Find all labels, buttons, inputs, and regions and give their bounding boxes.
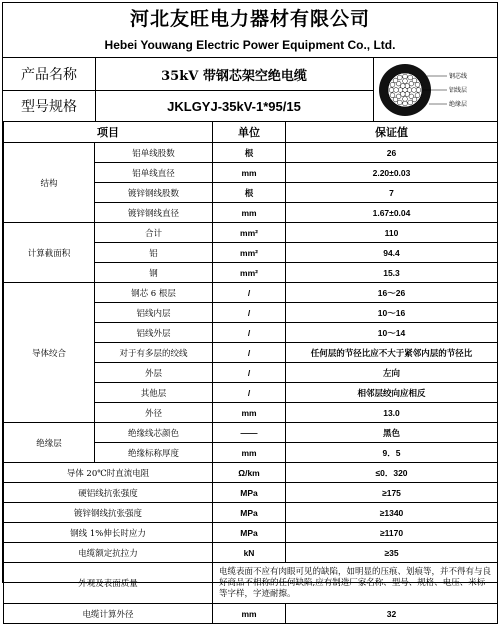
row-unit: mm (213, 403, 286, 423)
diagram-label: 钢芯线 (449, 73, 468, 80)
row-item: 导体 20℃时直流电阻 (4, 463, 213, 483)
divider (95, 58, 96, 121)
table-row (4, 143, 498, 163)
row-unit: MPa (213, 523, 286, 543)
row-value: 9．5 (286, 443, 498, 463)
table-row (4, 543, 498, 563)
row-item: 绝缘标称厚度 (95, 443, 213, 463)
row-value: 26 (286, 143, 498, 163)
table-row (4, 503, 498, 523)
diagram-label: 铝线层 (449, 87, 468, 94)
row-value: 左向 (286, 363, 498, 383)
row-unit: kN (213, 543, 286, 563)
row-unit: mm (213, 203, 286, 223)
row-value: 110 (286, 223, 498, 243)
row-group: 绝缘层 (4, 423, 95, 463)
row-unit: / (213, 323, 286, 343)
row-item: 镀锌钢线股数 (95, 183, 213, 203)
row-unit: mm (213, 604, 286, 624)
table-row (4, 283, 498, 303)
row-item: 电缆计算外径 (4, 604, 213, 624)
row-value: 黑色 (286, 423, 498, 443)
row-item: 铝单线股数 (95, 143, 213, 163)
header-unit: 单位 (213, 122, 286, 143)
row-item: 绝缘线芯颜色 (95, 423, 213, 443)
model-label: 型号规格 (21, 99, 77, 115)
row-value: 32 (286, 604, 498, 624)
model-value: JKLGYJ-35kV-1*95/15 (167, 98, 301, 114)
row-group: 导体绞合 (4, 283, 95, 423)
row-unit: mm (213, 163, 286, 183)
company-name-en: Hebei Youwang Electric Power Equipment Co., Ltd. (104, 38, 396, 52)
row-item: 其他层 (95, 383, 213, 403)
table-row (4, 523, 498, 543)
row-item: 硬铝线抗张强度 (4, 483, 213, 503)
header-value: 保证值 (286, 122, 498, 143)
row-value: 任何层的节径比应不大于紧邻内层的节径比 (286, 343, 498, 363)
row-unit: 根 (213, 143, 286, 163)
row-value: 1.67±0.04 (286, 203, 498, 223)
row-value: 相邻层绞向应相反 (286, 383, 498, 403)
row-unit: / (213, 283, 286, 303)
row-value: 94.4 (286, 243, 498, 263)
row-unit: mm² (213, 243, 286, 263)
header-item: 项目 (4, 122, 213, 143)
row-value: ≥1340 (286, 503, 498, 523)
table-row (4, 483, 498, 503)
row-value: ≥35 (286, 543, 498, 563)
row-unit: mm (213, 443, 286, 463)
row-value: 13.0 (286, 403, 498, 423)
row-value: 10～16 (286, 303, 498, 323)
row-unit: / (213, 363, 286, 383)
row-item: 钢 (95, 263, 213, 283)
row-unit: 根 (213, 183, 286, 203)
row-value: 7 (286, 183, 498, 203)
row-item: 镀锌钢线直径 (95, 203, 213, 223)
table-row (4, 563, 498, 604)
table-row (4, 604, 498, 624)
row-item: 钢芯 6 根层 (95, 283, 213, 303)
row-unit: MPa (213, 503, 286, 523)
row-value: ≥175 (286, 483, 498, 503)
row-value: ≤0．320 (286, 463, 498, 483)
table-row (4, 223, 498, 243)
row-value: 16～26 (286, 283, 498, 303)
row-value: ≥1170 (286, 523, 498, 543)
row-value: 15.3 (286, 263, 498, 283)
row-value: 2.20±0.03 (286, 163, 498, 183)
row-unit: / (213, 343, 286, 363)
table-row (4, 423, 498, 443)
divider (373, 58, 374, 121)
product-label: 产品名称 (21, 67, 77, 83)
row-item: 外径 (95, 403, 213, 423)
row-item: 铝 (95, 243, 213, 263)
row-unit: MPa (213, 483, 286, 503)
row-unit: / (213, 303, 286, 323)
row-item: 合计 (95, 223, 213, 243)
row-item: 镀锌钢线抗张强度 (4, 503, 213, 523)
row-item: 电缆额定抗拉力 (4, 543, 213, 563)
cable-cross-section-diagram (375, 60, 495, 120)
row-item: 铝单线直径 (95, 163, 213, 183)
row-item: 外层 (95, 363, 213, 383)
row-unit: mm² (213, 223, 286, 243)
row-unit: / (213, 383, 286, 403)
company-name-cn: 河北友旺电力器材有限公司 (129, 8, 370, 30)
row-unit: —— (213, 423, 286, 443)
row-item: 钢线 1%伸长时应力 (4, 523, 213, 543)
diagram-label: 绝缘层 (449, 101, 468, 108)
row-group: 结构 (4, 143, 95, 223)
row-value: 10～14 (286, 323, 498, 343)
spec-sheet (2, 2, 498, 620)
row-item: 对于有多层的绞线 (95, 343, 213, 363)
row-group: 计算截面积 (4, 223, 95, 283)
row-item: 铝线外层 (95, 323, 213, 343)
row-value: 电缆表面不应有肉眼可见的缺陷，如明显的压痕、划痕等，并不得有与良好商品不相称的任何缺陷,应有制造厂家名称、型号、规格、电压、米标等字样，字迹耐擦。 (213, 563, 498, 604)
row-item: 铝线内层 (95, 303, 213, 323)
table-row (4, 463, 498, 483)
row-item: 外观及表面质量 (4, 563, 213, 604)
row-unit: Ω/km (213, 463, 286, 483)
product-value: 35kV 带钢芯架空绝电缆 (161, 68, 307, 84)
table-header-row (4, 122, 498, 143)
spec-table (3, 121, 498, 624)
row-unit: mm² (213, 263, 286, 283)
